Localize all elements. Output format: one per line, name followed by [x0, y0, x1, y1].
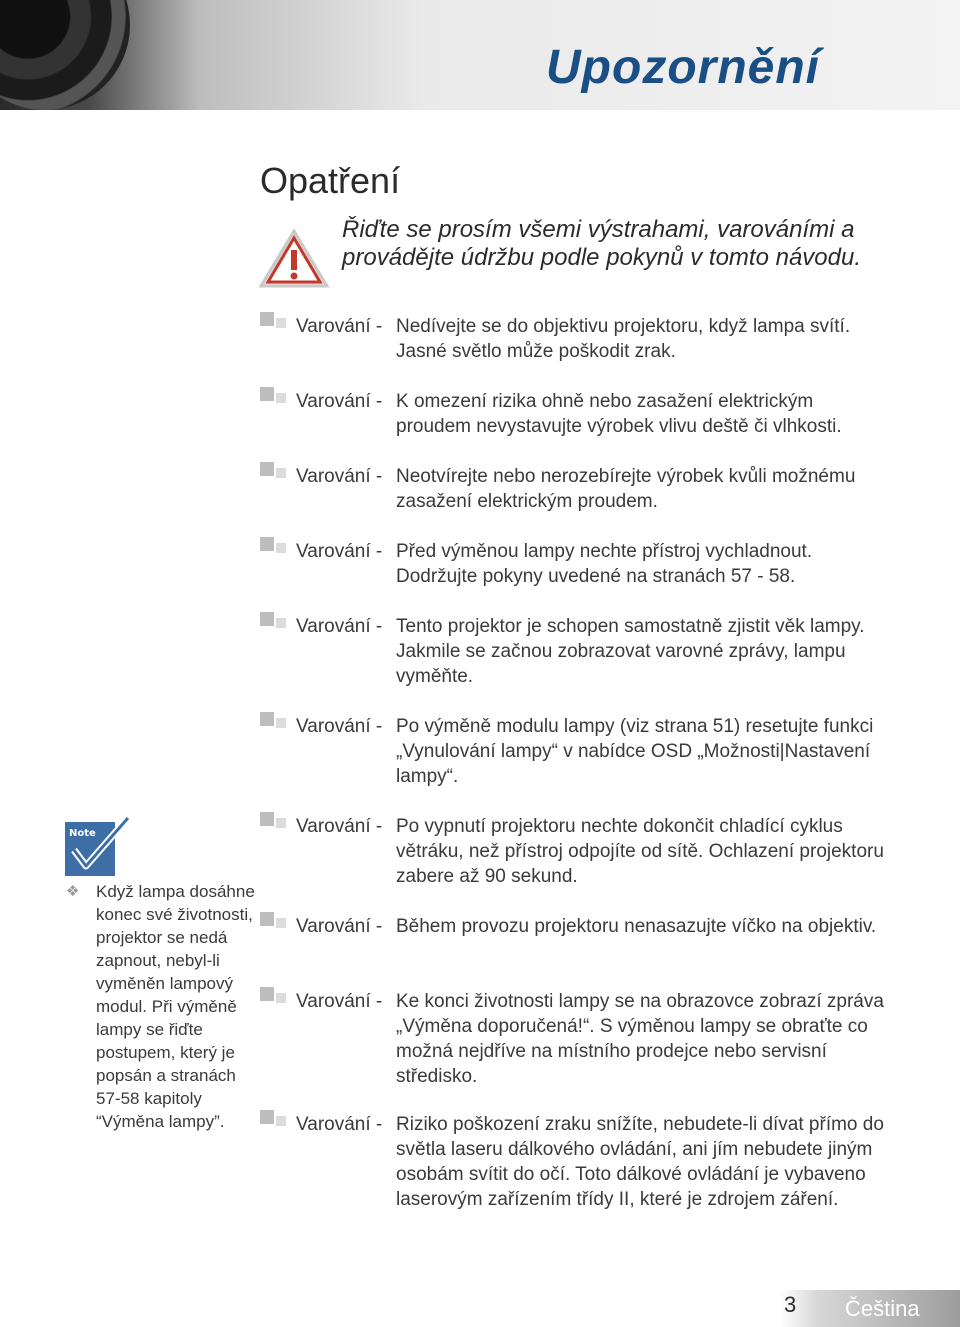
- warning-text: Před výměnou lampy nechte přístroj vychladnout. Dodržujte pokyny uvedené na stranách 57 - 58.: [396, 541, 813, 587]
- warning-text: Nedívejte se do objektivu projektoru, když lampa svítí. Jasné světlo může poškodit zrak.: [396, 316, 851, 362]
- note-check-icon: [64, 816, 130, 880]
- warning-text: Tento projektor je schopen samostatně zjistit věk lampy. Jakmile se začnou zobrazovat varovné zprávy, lampu vyměňte.: [396, 616, 865, 687]
- warning-label: Varování -: [296, 991, 383, 1012]
- page-number: 3: [784, 1292, 797, 1317]
- page-header: [0, 0, 960, 110]
- section-title: Opatření: [260, 160, 401, 201]
- warning-text: Neotvírejte nebo nerozebírejte výrobek kvůli možnému zasažení elektrickým proudem.: [396, 466, 856, 512]
- square-bullet-icon: [260, 912, 288, 934]
- warning-text: Riziko poškození zraku snížíte, nebudete-li dívat přímo do světla laseru dálkového ovládání, ani jím nebudete jiným osobám svítit do očí. Toto dálkové ovládání je vybaveno laserovým zařízením třídy II, které je zdrojem záření.: [396, 1114, 884, 1210]
- warning-label: Varování -: [296, 716, 383, 737]
- square-bullet-icon: [260, 712, 288, 734]
- header-title: Upozornění: [546, 41, 820, 94]
- warning-label: Varování -: [296, 466, 383, 487]
- square-bullet-icon: [260, 537, 288, 559]
- warning-text: K omezení rizika ohně nebo zasažení elektrickým proudem nevystavujte výrobek vlivu deště či vlhkosti.: [396, 391, 842, 437]
- square-bullet-icon: [260, 987, 288, 1009]
- warning-label: Varování -: [296, 316, 383, 337]
- square-bullet-icon: [260, 612, 288, 634]
- square-bullet-icon: [260, 1110, 288, 1132]
- square-bullet-icon: [260, 387, 288, 409]
- footer-language: Čeština: [845, 1296, 920, 1321]
- square-bullet-icon: [260, 812, 288, 834]
- square-bullet-icon: [260, 312, 288, 334]
- warning-label: Varování -: [296, 391, 383, 412]
- warning-text: Během provozu projektoru nenasazujte víčko na objektiv.: [396, 916, 877, 937]
- warning-text: Po výměně modulu lampy (viz strana 51) resetujte funkci „Vynulování lampy“ v nabídce OSD „Možnosti|Nastavení lampy“.: [396, 716, 874, 787]
- warning-text: Po vypnutí projektoru nechte dokončit chladící cyklus větráku, než přístroj odpojíte od sítě. Ochlazení projektoru zabere až 90 sekund.: [396, 816, 884, 887]
- note-text: Když lampa dosáhne konec své životnosti, projektor se nedá zapnout, nebyl-li vyměněn lampový modul. Při výměně lampy se řiďte postupem, který je popsán a stranách 57-58 kapitoly “Výměna lampy”.: [96, 882, 255, 1131]
- warning-label: Varování -: [296, 916, 383, 937]
- lens-graphic: [0, 0, 130, 110]
- intro-text: Řiďte se prosím všemi výstrahami, varováními a provádějte údržbu podle pokynů v tomto návodu.: [342, 216, 862, 271]
- square-bullet-icon: [260, 462, 288, 484]
- diamond-bullet-icon: ❖: [66, 883, 80, 900]
- warning-label: Varování -: [296, 816, 383, 837]
- warning-triangle-icon: [258, 228, 330, 290]
- warning-label: Varování -: [296, 1114, 383, 1135]
- note-badge-label: Note: [69, 828, 96, 839]
- warning-label: Varování -: [296, 616, 383, 637]
- warning-label: Varování -: [296, 541, 383, 562]
- warning-text: Ke konci životnosti lampy se na obrazovce zobrazí zpráva „Výměna doporučená!“. S výměnou lampy se obraťte co možná nejdříve na místního prodejce nebo servisní středisko.: [396, 991, 884, 1087]
